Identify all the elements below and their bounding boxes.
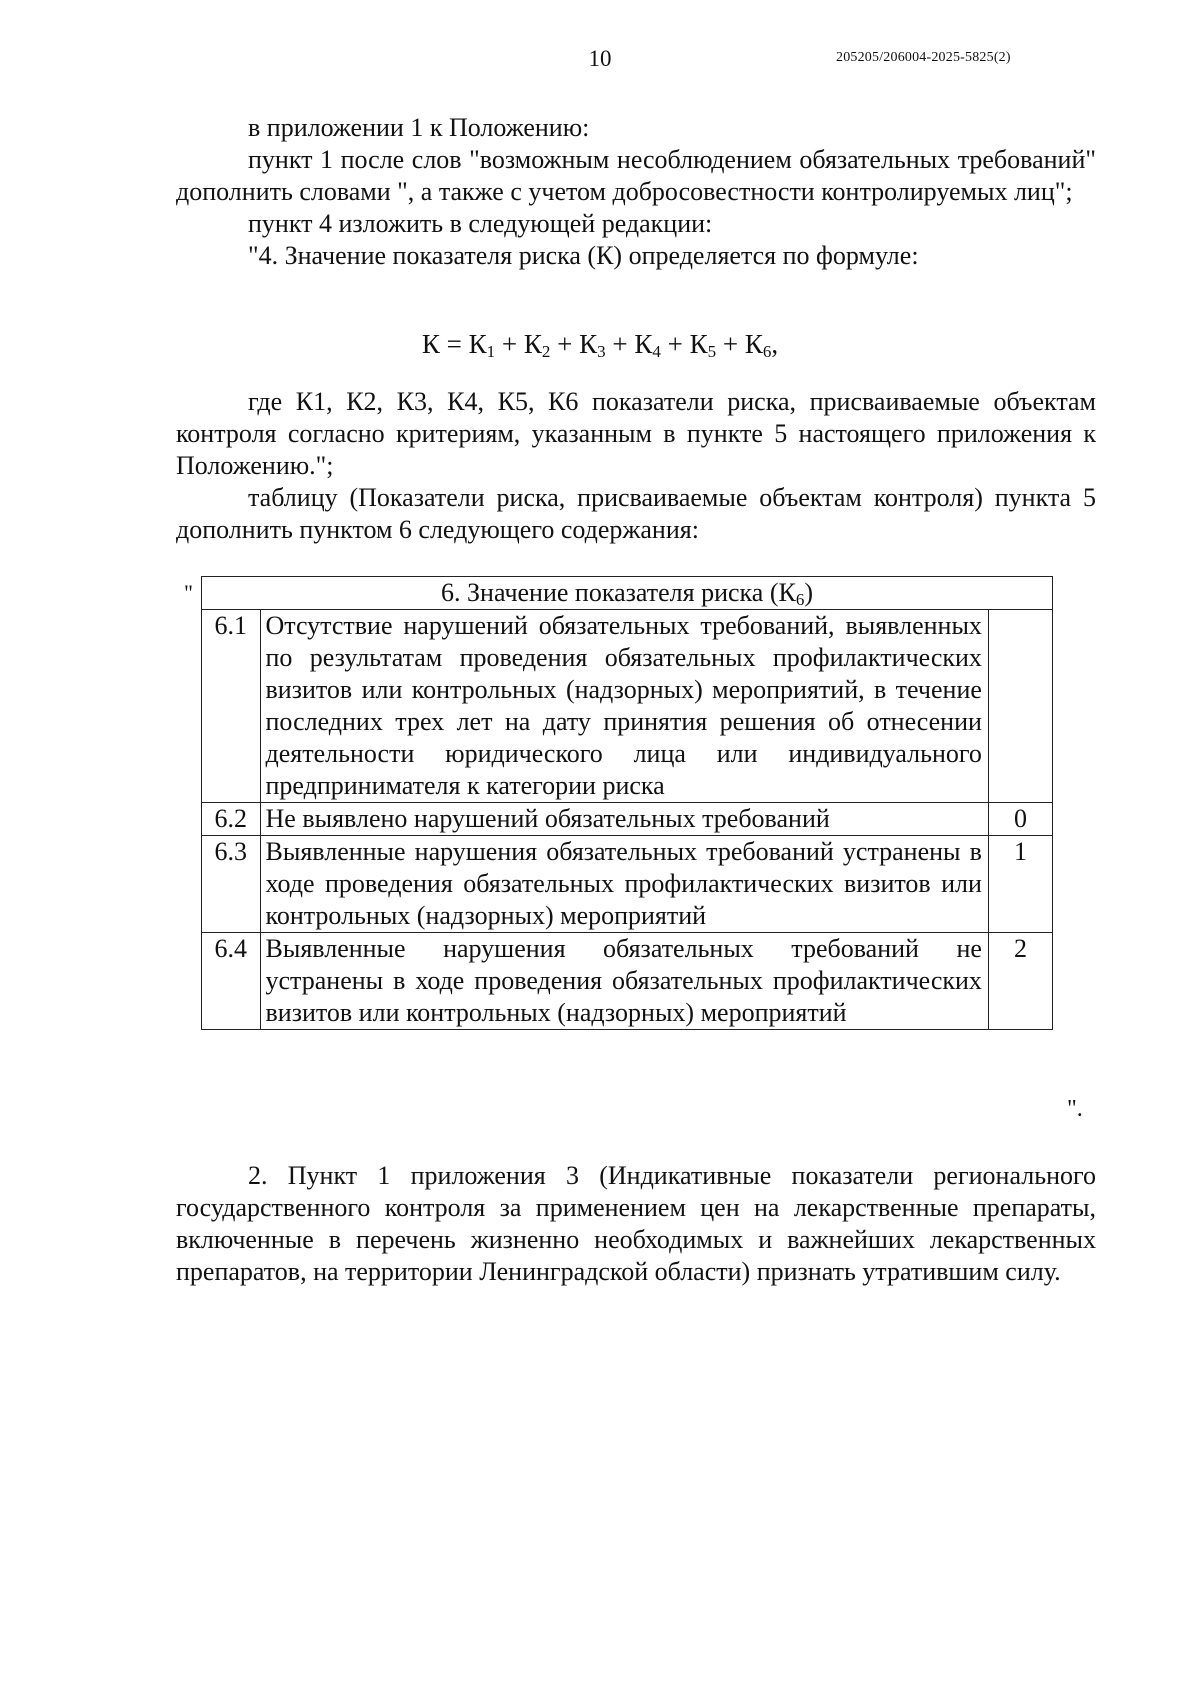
- paragraph-4: где К1, К2, К3, К4, К5, К6 показатели риска, присваиваемые объектам контроля согласно критериям, указанным в пункте 5 настоящего приложения к Положению.";: [176, 387, 1096, 480]
- row-description: Отсутствие нарушений обязательных требований, выявленных по результатам проведения обязательных профилактических визитов или контрольных (надзорных) мероприятий, в течение последних трех лет на дату принятия решения об отнесении деятельности юридического лица или индивидуального предпринимателя к категории риска: [260, 610, 988, 803]
- table-open-quote: ": [184, 580, 193, 605]
- page-number: 10: [588, 46, 612, 71]
- intro-line: в приложении 1 к Положению:: [248, 113, 590, 142]
- row-value: [988, 610, 1052, 803]
- paragraph-2: пункт 4 изложить в следующей редакции:: [248, 209, 713, 238]
- row-value: 1: [988, 836, 1052, 933]
- row-number: 6.2: [202, 803, 261, 836]
- closing-section: [176, 1160, 1096, 1288]
- paragraph-5: таблицу (Показатели риска, присваиваемые объектам контроля) пункта 5 дополнить пунктом 6 следующего содержания:: [176, 483, 1096, 544]
- paragraph-1: пункт 1 после слов "возможным несоблюдением обязательных требований" дополнить словами ", а также с учетом добросовестности контролируемых лиц";: [176, 145, 1096, 206]
- table-row: [202, 610, 1053, 803]
- row-number: 6.1: [202, 610, 261, 803]
- where-section: [176, 386, 1096, 546]
- row-description: Выявленные нарушения обязательных требований не устранены в ходе проведения обязательных профилактических визитов или контрольных (надзорных) мероприятий: [260, 933, 988, 1030]
- row-value: 0: [988, 803, 1052, 836]
- risk-table: [201, 576, 1053, 1030]
- table-close-quote: ".: [1067, 1096, 1083, 1122]
- table-heading: 6. Значение показателя риска $(К_6)$: [202, 577, 1053, 610]
- row-value: 2: [988, 933, 1052, 1030]
- table-heading-row: [202, 577, 1053, 610]
- paragraph-3: "4. Значение показателя риска (К) определяется по формуле:: [248, 241, 919, 270]
- table-row: [202, 803, 1053, 836]
- table-row: [202, 836, 1053, 933]
- document-code: 205205/206004-2025-5825(2): [836, 50, 1011, 65]
- row-number: 6.3: [202, 836, 261, 933]
- risk-formula: $К = К_1 + К_2 + К_3 + К_4 + К_5 + К_6$,: [421, 329, 779, 361]
- row-description: Не выявлено нарушений обязательных требований: [260, 803, 988, 836]
- table-row: [202, 933, 1053, 1030]
- intro-section: [176, 112, 1096, 272]
- row-description: Выявленные нарушения обязательных требований устранены в ходе проведения обязательных профилактических визитов или контрольных (надзорных) мероприятий: [260, 836, 988, 933]
- closing-paragraph: 2. Пункт 1 приложения 3 (Индикативные показатели регионального государственного контроля за применением цен на лекарственные препараты, включенные в перечень жизненно необходимых и важнейших лекарственных препаратов, на территории Ленинградской области) признать утратившим силу.: [176, 1161, 1096, 1286]
- row-number: 6.4: [202, 933, 261, 1030]
